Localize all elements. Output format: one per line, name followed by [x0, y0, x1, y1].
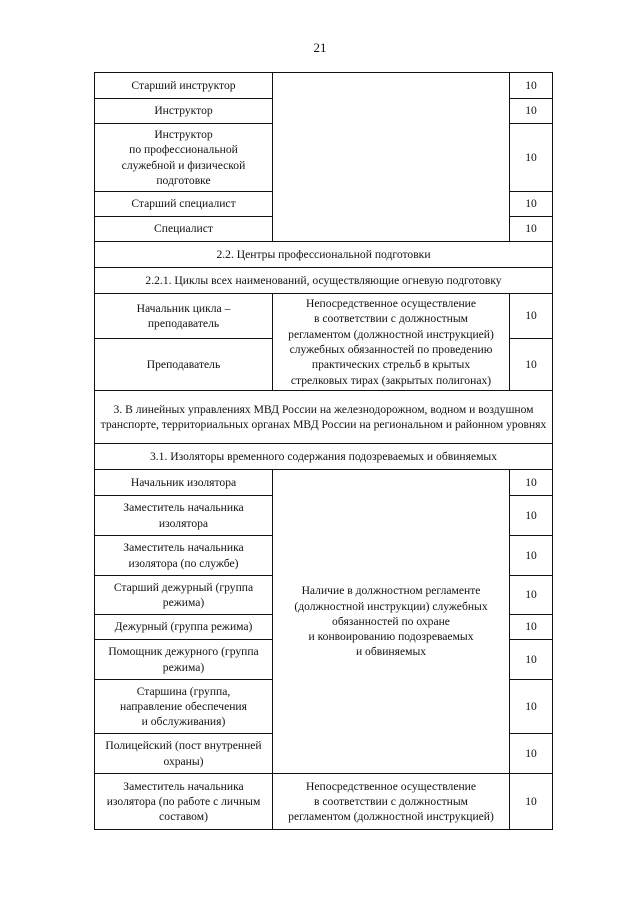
- value-cell: 10: [510, 339, 553, 391]
- value-cell: 10: [510, 73, 553, 99]
- position-cell: Старший инструктор: [95, 73, 273, 99]
- section-heading: 3.1. Изоляторы временного содержания подозреваемых и обвиняемых: [95, 444, 553, 470]
- table-row: [95, 470, 553, 496]
- value-cell: 10: [510, 640, 553, 680]
- condition-cell: Непосредственное осуществление в соответствии с должностным регламентом (должностной инструкцией): [273, 774, 510, 830]
- value-cell: 10: [510, 680, 553, 734]
- value-cell: 10: [510, 124, 553, 192]
- position-cell: Полицейский (пост внутренней охраны): [95, 734, 273, 774]
- position-cell: Помощник дежурного (группа режима): [95, 640, 273, 680]
- value-cell: 10: [510, 615, 553, 640]
- position-cell: Заместитель начальника изолятора (по работе с личным составом): [95, 774, 273, 830]
- position-cell: Инструктор по профессиональной служебной и физической подготовке: [95, 124, 273, 192]
- value-cell: 10: [510, 192, 553, 217]
- position-cell: Инструктор: [95, 99, 273, 124]
- table-row: [95, 73, 553, 99]
- value-cell: 10: [510, 496, 553, 536]
- section-heading-row: [95, 268, 553, 294]
- position-cell: Дежурный (группа режима): [95, 615, 273, 640]
- value-cell: 10: [510, 99, 553, 124]
- page-number: 21: [313, 40, 327, 55]
- value-cell: 10: [510, 536, 553, 576]
- section-heading: 2.2. Центры профессиональной подготовки: [95, 242, 553, 268]
- section-heading: 3. В линейных управлениях МВД России на железнодорожном, водном и воздушном транспорте, территориальных органах МВД России на региональном и районном уровнях: [95, 391, 553, 444]
- value-cell: 10: [510, 294, 553, 339]
- value-cell: 10: [510, 217, 553, 242]
- condition-cell: Наличие в должностном регламенте (должностной инструкции) служебных обязанностей по охране и конвоированию подозреваемых и обвиняемых: [273, 470, 510, 774]
- section-heading-row: [95, 444, 553, 470]
- value-cell: 10: [510, 734, 553, 774]
- position-cell: Специалист: [95, 217, 273, 242]
- section-heading: 2.2.1. Циклы всех наименований, осуществляющие огневую подготовку: [95, 268, 553, 294]
- position-cell: Заместитель начальника изолятора (по службе): [95, 536, 273, 576]
- position-cell: Начальник цикла – преподаватель: [95, 294, 273, 339]
- positions-table: [94, 72, 553, 830]
- position-cell: Преподаватель: [95, 339, 273, 391]
- table-row: [95, 774, 553, 830]
- section-heading-row: [95, 242, 553, 268]
- condition-cell: Непосредственное осуществление в соответствии с должностным регламентом (должностной инструкцией) служебных обязанностей по проведению практических стрельб в крытых стрелковых тирах (закрытых полигонах): [273, 294, 510, 391]
- position-cell: Старший дежурный (группа режима): [95, 576, 273, 615]
- value-cell: 10: [510, 576, 553, 615]
- section-heading-row: [95, 391, 553, 444]
- table-row: [95, 294, 553, 339]
- position-cell: Начальник изолятора: [95, 470, 273, 496]
- value-cell: 10: [510, 470, 553, 496]
- position-cell: Старший специалист: [95, 192, 273, 217]
- position-cell: Старшина (группа, направление обеспечения и обслуживания): [95, 680, 273, 734]
- empty-condition-cell: [273, 73, 510, 242]
- value-cell: 10: [510, 774, 553, 830]
- position-cell: Заместитель начальника изолятора: [95, 496, 273, 536]
